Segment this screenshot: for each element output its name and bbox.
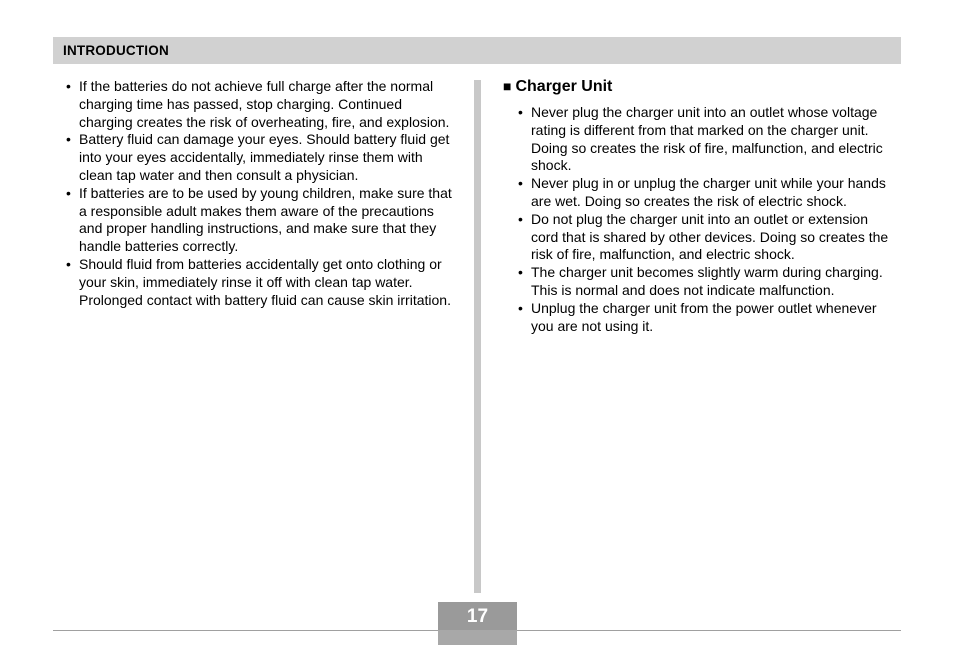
list-item [518,175,898,211]
list-item [66,131,458,184]
list-item-text: Should fluid from batteries accidentally get onto clothing or your skin, immediately rinse it off with clean tap water. Prolonged contact with battery fluid can cause skin irritation. [79,255,451,308]
left-column [66,78,458,309]
list-item [518,211,898,264]
section-header-bar [53,37,901,64]
list-item-text: Battery fluid can damage your eyes. Should battery fluid get into your eyes accidentally, immediately rinse them with clean tap water and then consult a physician. [79,131,450,183]
list-item [518,300,898,336]
list-item-text: Never plug in or unplug the charger unit while your hands are wet. Doing so creates the risk of electric shock. [531,175,886,209]
section-title-text: Charger Unit [515,78,613,95]
column-divider [474,80,481,593]
list-item-text: Do not plug the charger unit into an outlet or extension cord that is shared by other devices. Doing so creates the risk of fire, malfunction, and electric shock. [531,210,889,263]
bullet-icon: • [518,175,523,192]
left-bullet-list [66,78,458,309]
bullet-icon: • [66,255,71,272]
list-item [66,185,458,256]
list-item [518,264,898,300]
page-number: 17 [466,606,489,627]
right-bullet-list [518,104,898,335]
list-item [66,78,458,131]
bullet-icon: • [518,264,523,281]
bullet-icon: • [518,210,523,227]
square-bullet-icon: ■ [503,78,512,94]
section-title [503,78,898,98]
bullet-icon: • [66,131,71,148]
bullet-icon: • [66,184,71,201]
list-item-text: Unplug the charger unit from the power outlet whenever you are not using it. [531,299,877,334]
section-header-title: INTRODUCTION [63,43,169,58]
bullet-icon: • [518,299,523,316]
bullet-icon: • [66,78,71,94]
list-item [518,104,898,175]
list-item-text: The charger unit becomes slightly warm during charging. This is normal and does not indicate malfunction. [531,264,883,298]
page-number-box [438,602,517,645]
list-item-text: If the batteries do not achieve full charge after the normal charging time has passed, stop charging. Continued charging creates the risk of overheating, fire, and explosion. [79,78,450,130]
right-column [503,78,898,335]
list-item [66,256,458,309]
list-item-text: If batteries are to be used by young children, make sure that a responsible adult makes them aware of the precautions and proper handling instructions, and make sure that they handle batteries correctly. [79,184,452,255]
list-item-text: Never plug the charger unit into an outlet whose voltage rating is different from that marked on the charger unit. Doing so creates the risk of fire, malfunction, and electric shock. [531,104,883,174]
bullet-icon: • [518,104,523,120]
